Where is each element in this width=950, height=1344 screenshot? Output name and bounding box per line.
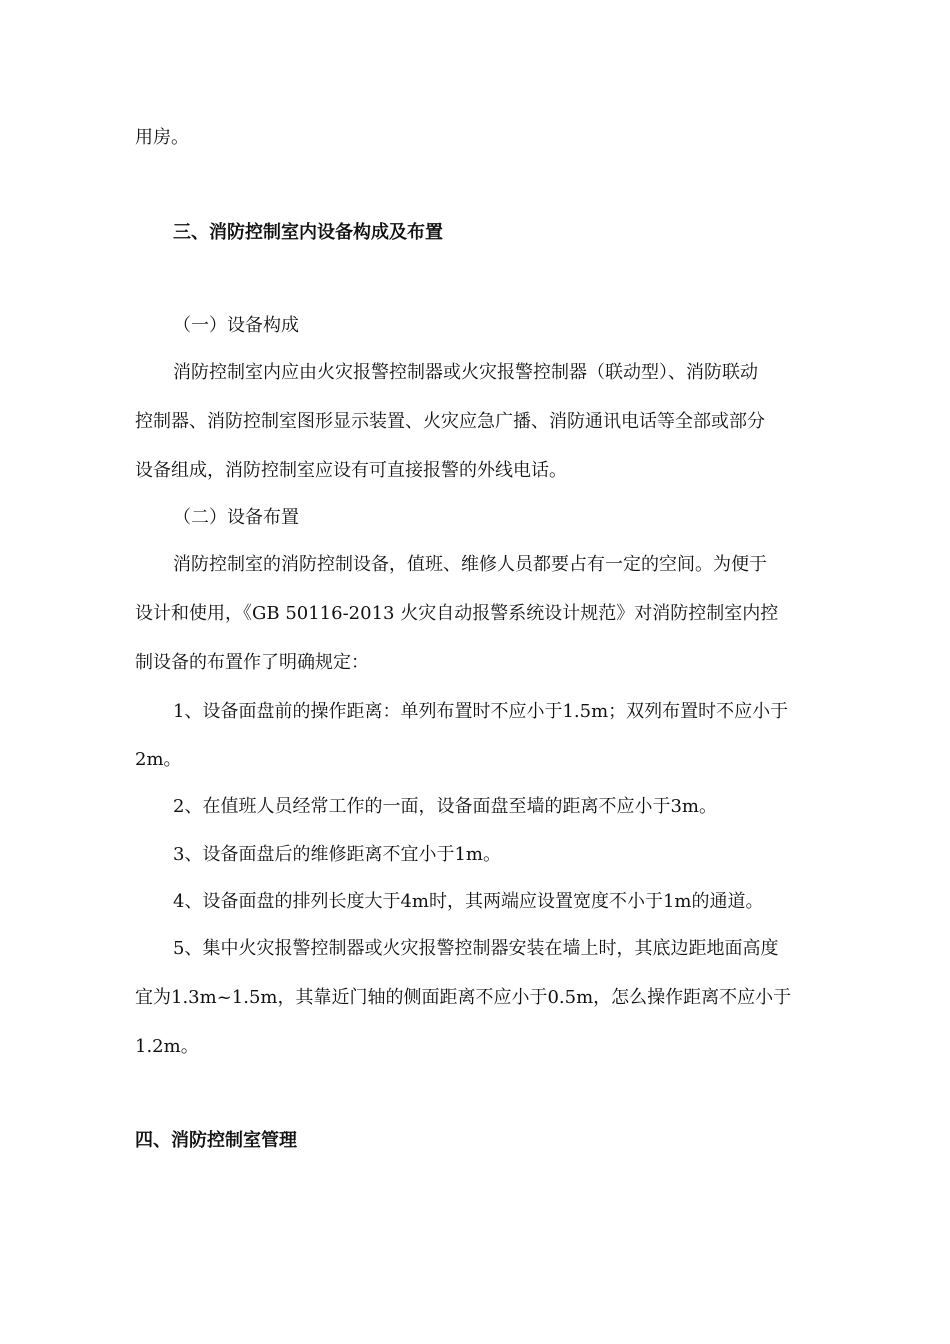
list-item-3: 3、设备面盘后的维修距离不宜小于1m。 [173, 844, 501, 865]
paragraph-line: 控制器、消防控制室图形显示装置、火灾应急广播、消防通讯电话等全部或部分 [135, 411, 765, 432]
paragraph-tail: 用房。 [135, 127, 189, 148]
paragraph-line: 设计和使用，《GB 50116-2013 火灾自动报警系统设计规范》对消防控制室内控 [135, 603, 779, 624]
paragraph-line: 消防控制室内应由火灾报警控制器或火灾报警控制器（联动型）、消防联动 [173, 362, 758, 383]
section-heading-3: 三、消防控制室内设备构成及布置 [173, 222, 443, 243]
list-item-5: 5、集中火灾报警控制器或火灾报警控制器安装在墙上时，其底边距地面高度 [173, 938, 779, 959]
list-item-2: 2、在值班人员经常工作的一面，设备面盘至墙的距离不应小于3m。 [173, 796, 717, 817]
subsection-heading-1: （一）设备构成 [173, 315, 299, 336]
list-item-1-cont: 2m。 [135, 749, 182, 770]
paragraph-line: 消防控制室的消防控制设备，值班、维修人员都要占有一定的空间。为便于 [173, 554, 767, 575]
list-item-4: 4、设备面盘的排列长度大于4m时，其两端应设置宽度不小于1m的通道。 [173, 891, 764, 912]
subsection-heading-2: （二）设备布置 [173, 507, 299, 528]
list-item-1: 1、设备面盘前的操作距离：单列布置时不应小于1.5m；双列布置时不应小于 [173, 701, 789, 722]
paragraph-line: 制设备的布置作了明确规定： [135, 652, 369, 673]
paragraph-line: 设备组成，消防控制室应设有可直接报警的外线电话。 [135, 460, 567, 481]
list-item-5-cont: 宜为1.3m~1.5m，其靠近门轴的侧面距离不应小于0.5m，怎么操作距离不应小于 [135, 987, 792, 1008]
list-item-5-cont: 1.2m。 [135, 1036, 199, 1057]
section-heading-4: 四、消防控制室管理 [135, 1130, 297, 1151]
